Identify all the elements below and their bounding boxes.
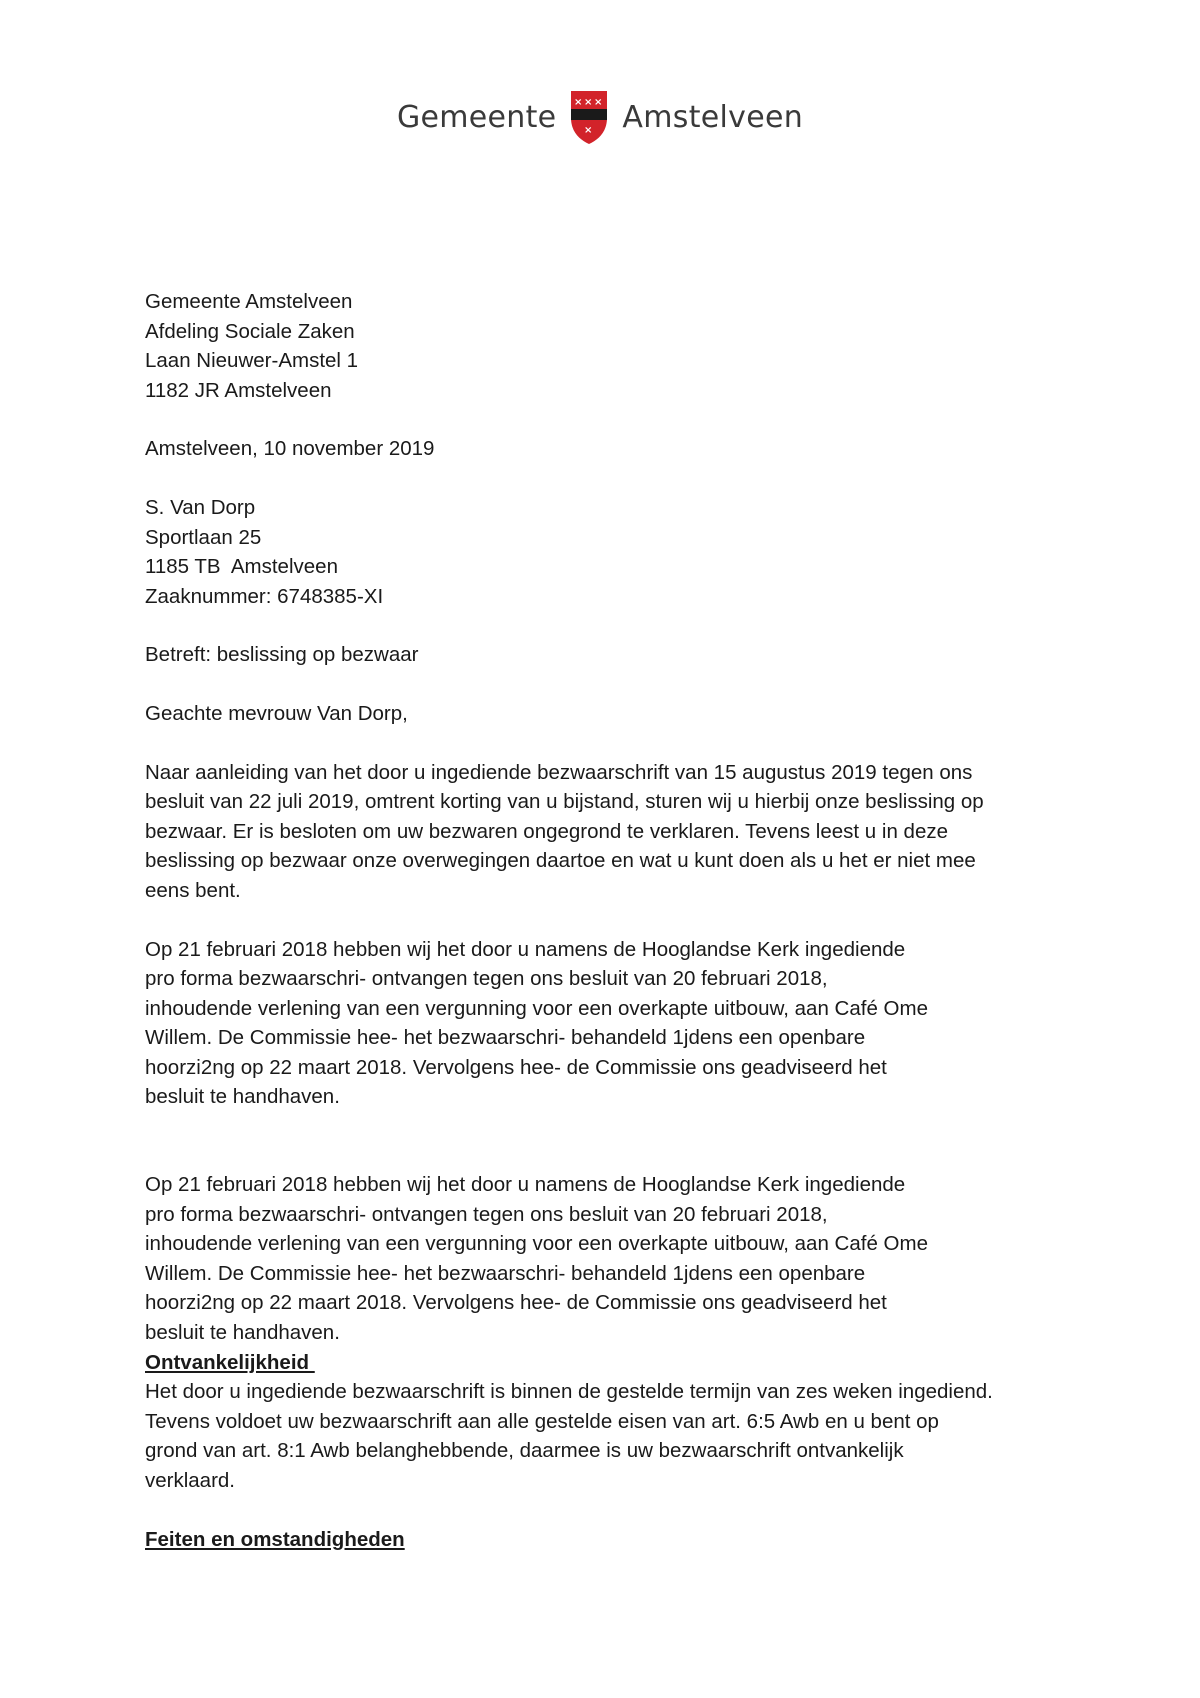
paragraph-line: besluit te handhaven.: [145, 1321, 340, 1345]
recipient-line: 1185 TB Amstelveen: [145, 555, 338, 579]
letter-body: [145, 287, 1075, 1554]
subject-line: Betreft: beslissing op bezwaar: [145, 643, 419, 667]
svg-text:×: ×: [584, 97, 593, 108]
logo-text-right: Amstelveen: [622, 99, 804, 135]
paragraph-line: hoorzi2ng op 22 maart 2018. Vervolgens hee- de Commissie ons geadviseerd het: [145, 1291, 887, 1315]
paragraph-line: Willem. De Commissie hee- het bezwaarschri- behandeld 1jdens een openbare: [145, 1026, 866, 1050]
sender-line: Afdeling Sociale Zaken: [145, 319, 355, 343]
paragraph-line: besluit van 22 juli 2019, omtrent korting van u bijstand, sturen wij u hierbij onze beslissing op: [145, 790, 984, 814]
paragraph-intro: [145, 758, 1075, 906]
recipient-line: Sportlaan 25: [145, 525, 262, 549]
paragraph-line: pro forma bezwaarschri- ontvangen tegen ons besluit van 20 februari 2018,: [145, 1202, 828, 1226]
paragraph-line: inhoudende verlening van een vergunning voor een overkapte uitbouw, aan Café Ome: [145, 1232, 928, 1256]
sender-line: Laan Nieuwer-Amstel 1: [145, 349, 359, 373]
recipient-line: S. Van Dorp: [145, 495, 256, 519]
sender-line: 1182 JR Amstelveen: [145, 378, 332, 402]
case-number: Zaaknummer: 6748385-XI: [145, 584, 384, 608]
letterhead-logo: [0, 88, 1200, 146]
amstelveen-shield-icon: [566, 88, 612, 146]
paragraph-line: Het door u ingediende bezwaarschrift is binnen de gestelde termijn van zes weken ingediend.: [145, 1380, 993, 1404]
svg-text:×: ×: [574, 97, 583, 108]
letter-date: Amstelveen, 10 november 2019: [145, 437, 435, 461]
logo-text-left: Gemeente: [396, 99, 557, 135]
section-heading-facts: Feiten en omstandigheden: [145, 1527, 405, 1551]
paragraph-procedure-repeat: [145, 1170, 1075, 1348]
paragraph-procedure: [145, 935, 1075, 1113]
paragraph-line: Willem. De Commissie hee- het bezwaarschri- behandeld 1jdens een openbare: [145, 1261, 866, 1285]
section-heading-admissibility: Ontvankelijkheid: [145, 1350, 315, 1374]
paragraph-admissibility: [145, 1377, 1075, 1495]
paragraph-line: grond van art. 8:1 Awb belanghebbende, daarmee is uw bezwaarschrift ontvankelijk: [145, 1439, 904, 1463]
paragraph-line: beslissing op bezwaar onze overwegingen daartoe en wat u kunt doen als u het er niet mee: [145, 849, 976, 873]
paragraph-line: Naar aanleiding van het door u ingediende bezwaarschrift van 15 augustus 2019 tegen ons: [145, 760, 973, 784]
paragraph-line: pro forma bezwaarschri- ontvangen tegen ons besluit van 20 februari 2018,: [145, 967, 828, 991]
paragraph-line: Op 21 februari 2018 hebben wij het door u namens de Hooglandse Kerk ingediende: [145, 937, 906, 961]
svg-text:×: ×: [584, 125, 593, 136]
sender-address: [145, 287, 1075, 405]
paragraph-line: bezwaar. Er is besloten om uw bezwaren ongegrond te verklaren. Tevens leest u in deze: [145, 819, 949, 843]
sender-line: Gemeente Amstelveen: [145, 290, 353, 313]
paragraph-line: eens bent.: [145, 878, 241, 902]
paragraph-line: besluit te handhaven.: [145, 1085, 340, 1109]
paragraph-line: Op 21 februari 2018 hebben wij het door u namens de Hooglandse Kerk ingediende: [145, 1173, 906, 1197]
paragraph-line: Tevens voldoet uw bezwaarschrift aan alle gestelde eisen van art. 6:5 Awb en u bent op: [145, 1409, 939, 1433]
paragraph-line: inhoudende verlening van een vergunning voor een overkapte uitbouw, aan Café Ome: [145, 996, 928, 1020]
recipient-address: [145, 493, 1075, 611]
paragraph-line: hoorzi2ng op 22 maart 2018. Vervolgens hee- de Commissie ons geadviseerd het: [145, 1055, 887, 1079]
paragraph-line: verklaard.: [145, 1469, 236, 1492]
svg-text:×: ×: [594, 97, 603, 108]
salutation: Geachte mevrouw Van Dorp,: [145, 701, 408, 725]
